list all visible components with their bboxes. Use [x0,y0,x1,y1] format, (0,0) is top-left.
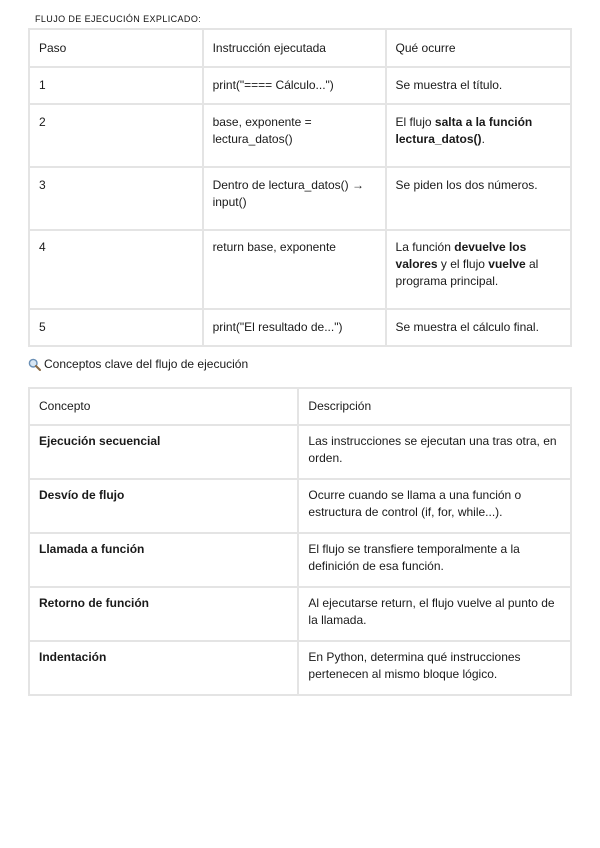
step-description [386,309,571,346]
table-row [29,104,571,167]
table-row [29,533,571,587]
step-description [386,230,571,309]
table-row [29,641,571,695]
flow-section-heading: FLUJO DE EJECUCIÓN EXPLICADO: [35,14,202,24]
step-instruction: Dentro de lectura_datos() → input() [203,167,386,230]
step-number: 1 [29,67,203,104]
table-row [29,587,571,641]
table-row [29,167,571,230]
table-row [29,425,571,479]
step-description-text: al programa principal. [395,257,539,288]
table-row [29,230,571,309]
magnifier-icon [28,358,41,371]
concept-term: Desvío de flujo [29,479,298,533]
step-description-text: Se muestra el título. [395,78,503,92]
step-description-emphasis: devuelve los valores [395,240,527,271]
flow-header-step: Paso [29,29,203,67]
table-row [29,67,571,104]
concept-description: En Python, determina qué instrucciones pertenecen al mismo bloque lógico. [298,641,571,695]
concepts-header-description: Descripción [298,388,571,425]
step-description-emphasis: salta a la función lectura_datos() [395,115,533,146]
table-row [29,309,571,346]
step-instruction: base, exponente = lectura_datos() [203,104,386,167]
step-description-text: El flujo [395,115,435,129]
step-description-text: . [481,132,485,146]
step-number: 5 [29,309,203,346]
concepts-title-text: Conceptos clave del flujo de ejecución [44,357,249,371]
step-instruction: print("El resultado de...") [203,309,386,346]
step-description [386,167,571,230]
concepts-table [28,387,572,696]
step-number: 3 [29,167,203,230]
step-description-text: y el flujo [437,257,489,271]
flow-table [28,28,572,347]
flow-table-header-row [29,29,571,67]
concept-description: El flujo se transfiere temporalmente a la definición de esa función. [298,533,571,587]
flow-header-what: Qué ocurre [386,29,571,67]
concept-description: Al ejecutarse return, el flujo vuelve al punto de la llamada. [298,587,571,641]
concept-description: Las instrucciones se ejecutan una tras otra, en orden. [298,425,571,479]
concepts-section-title [28,357,248,371]
step-description [386,67,571,104]
concepts-header-term: Concepto [29,388,298,425]
step-number: 2 [29,104,203,167]
step-description-emphasis: vuelve [488,257,526,271]
concept-description: Ocurre cuando se llama a una función o estructura de control (if, for, while...). [298,479,571,533]
step-description-text: La función [395,240,455,254]
concept-term: Llamada a función [29,533,298,587]
table-row [29,479,571,533]
step-description-text: Se muestra el cálculo final. [395,320,539,334]
concept-term: Indentación [29,641,298,695]
flow-header-instruction: Instrucción ejecutada [203,29,386,67]
step-instruction: return base, exponente [203,230,386,309]
concepts-table-header-row [29,388,571,425]
concept-term: Ejecución secuencial [29,425,298,479]
step-description [386,104,571,167]
step-description-text: Se piden los dos números. [395,178,538,192]
concept-term: Retorno de función [29,587,298,641]
step-number: 4 [29,230,203,309]
step-instruction: print("==== Cálculo...") [203,67,386,104]
